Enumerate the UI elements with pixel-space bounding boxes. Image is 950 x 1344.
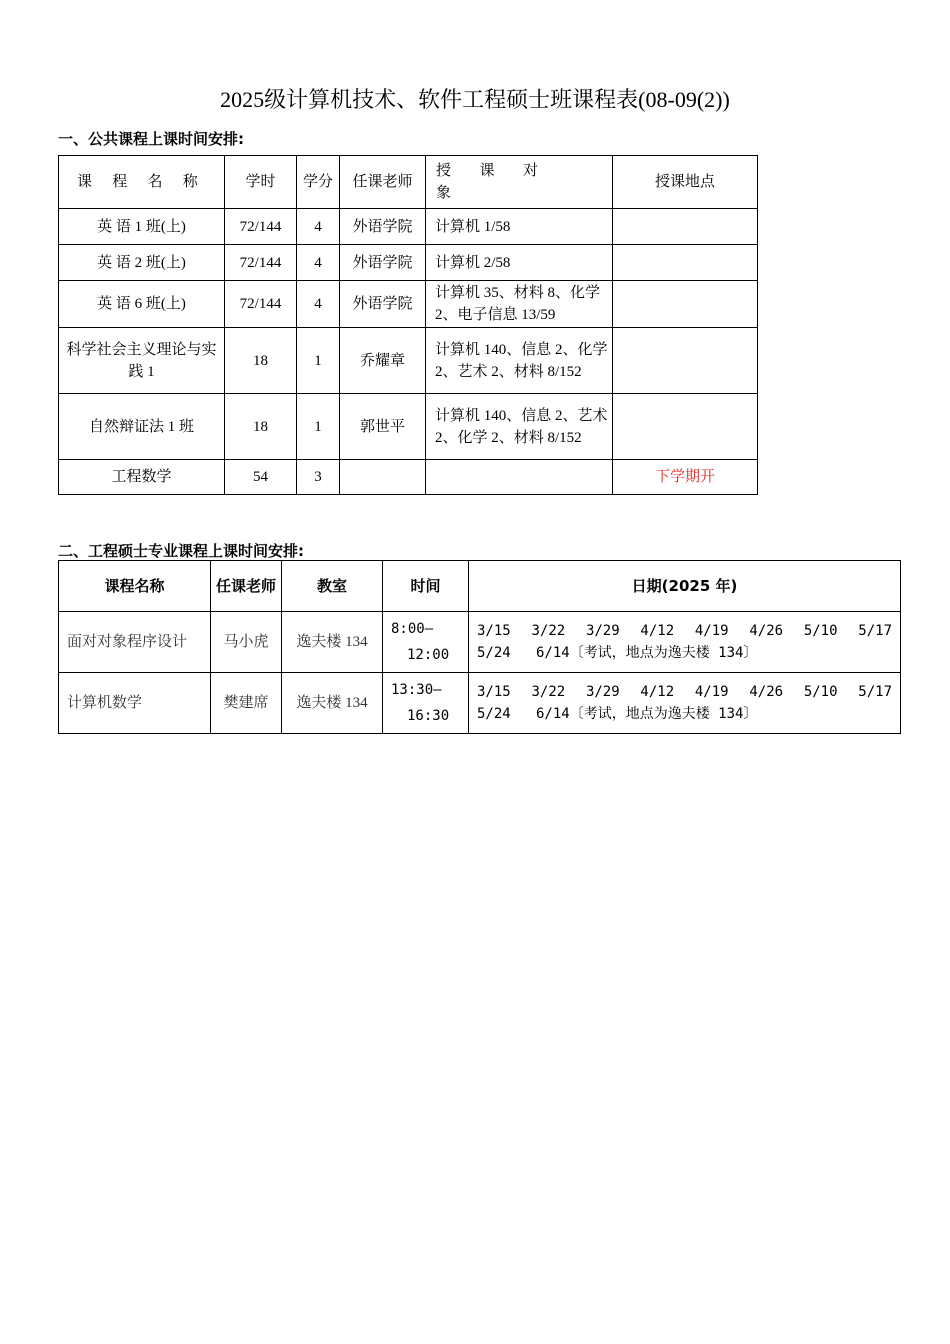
- table-row: [59, 245, 758, 281]
- table-row: [59, 328, 758, 394]
- header-teacher: 任课老师: [340, 156, 426, 209]
- course-cell: 自然辩证法 1 班: [59, 394, 225, 460]
- date-item: 4/12: [640, 684, 675, 700]
- location-cell: [613, 328, 758, 394]
- section2-heading: 二、工程硕士专业课程上课时间安排:: [58, 542, 305, 560]
- time-cell: [383, 612, 469, 673]
- course-cell: 计算机数学: [59, 673, 211, 734]
- dates-exam-line: 5/24 6/14〔考试，地点为逸夫楼 134〕: [477, 706, 758, 722]
- date-item: 4/26: [749, 623, 784, 639]
- header-target: 授课对象: [426, 156, 613, 209]
- course-cell: 英 语 2 班(上): [59, 245, 225, 281]
- teacher-cell: [340, 460, 426, 495]
- professional-course-table: [58, 560, 901, 734]
- section1-heading: 一、公共课程上课时间安排:: [58, 130, 244, 148]
- dates-cell: [469, 673, 901, 734]
- location-cell: [613, 209, 758, 245]
- credits-cell: 4: [297, 209, 340, 245]
- target-cell: [426, 460, 613, 495]
- hours-cell: 72/144: [225, 209, 297, 245]
- dates-cell: [469, 612, 901, 673]
- teacher-cell: 乔耀章: [340, 328, 426, 394]
- date-item: 4/19: [694, 684, 729, 700]
- date-item: 5/10: [803, 623, 838, 639]
- location-cell: [613, 281, 758, 328]
- page-title: 2025级计算机技术、软件工程硕士班课程表(08-09(2)): [220, 87, 730, 112]
- date-item: 3/22: [531, 684, 566, 700]
- course-cell: 工程数学: [59, 460, 225, 495]
- time-cell: [383, 673, 469, 734]
- time-end: 12:00: [407, 647, 450, 663]
- dates-line: [477, 681, 892, 703]
- credits-cell: 1: [297, 328, 340, 394]
- table-row: [59, 612, 901, 673]
- room-cell: 逸夫楼 134: [282, 673, 383, 734]
- date-item: 3/29: [585, 623, 620, 639]
- teacher-cell: 郭世平: [340, 394, 426, 460]
- credits-cell: 1: [297, 394, 340, 460]
- location-cell: 下学期开: [613, 460, 758, 495]
- table-row: [59, 209, 758, 245]
- table-header-row: [59, 156, 758, 209]
- hours-cell: 18: [225, 328, 297, 394]
- date-item: 5/17: [858, 684, 892, 700]
- table-row: [59, 394, 758, 460]
- dates-exam-line: 5/24 6/14〔考试，地点为逸夫楼 134〕: [477, 645, 758, 661]
- date-item: 3/15: [477, 684, 511, 700]
- room-cell: 逸夫楼 134: [282, 612, 383, 673]
- public-course-table: [58, 155, 758, 495]
- target-cell: 计算机 35、材料 8、化学 2、电子信息 13/59: [426, 281, 613, 328]
- target-cell: 计算机 140、信息 2、化学 2、艺术 2、材料 8/152: [426, 328, 613, 394]
- time-end: 16:30: [407, 708, 450, 724]
- target-cell: 计算机 140、信息 2、艺术 2、化学 2、材料 8/152: [426, 394, 613, 460]
- date-item: 4/19: [694, 623, 729, 639]
- course-cell: 英 语 6 班(上): [59, 281, 225, 328]
- header-teacher: 任课老师: [211, 561, 282, 612]
- date-item: 4/26: [749, 684, 784, 700]
- teacher-cell: 外语学院: [340, 245, 426, 281]
- dates-line: [477, 620, 892, 642]
- header-course-name: 课程名称: [59, 561, 211, 612]
- header-dates: 日期(2025 年): [469, 561, 901, 612]
- header-room: 教室: [282, 561, 383, 612]
- header-course-name: 课 程 名 称: [59, 156, 225, 209]
- teacher-cell: 樊建席: [211, 673, 282, 734]
- date-item: 3/22: [531, 623, 566, 639]
- teacher-cell: 外语学院: [340, 281, 426, 328]
- date-item: 3/15: [477, 623, 511, 639]
- course-cell: 科学社会主义理论与实践 1: [59, 328, 225, 394]
- header-hours: 学时: [225, 156, 297, 209]
- target-cell: 计算机 2/58: [426, 245, 613, 281]
- course-cell: 面对对象程序设计: [59, 612, 211, 673]
- header-location: 授课地点: [613, 156, 758, 209]
- hours-cell: 72/144: [225, 245, 297, 281]
- date-item: 5/17: [858, 623, 892, 639]
- hours-cell: 72/144: [225, 281, 297, 328]
- credits-cell: 4: [297, 245, 340, 281]
- table-row: [59, 460, 758, 495]
- location-cell: [613, 245, 758, 281]
- header-time: 时间: [383, 561, 469, 612]
- location-cell: [613, 394, 758, 460]
- credits-cell: 4: [297, 281, 340, 328]
- header-credits: 学分: [297, 156, 340, 209]
- date-item: 4/12: [640, 623, 675, 639]
- teacher-cell: 外语学院: [340, 209, 426, 245]
- time-start: 8:00—: [391, 621, 434, 637]
- table-row: [59, 673, 901, 734]
- date-item: 5/10: [803, 684, 838, 700]
- hours-cell: 54: [225, 460, 297, 495]
- target-cell: 计算机 1/58: [426, 209, 613, 245]
- course-cell: 英 语 1 班(上): [59, 209, 225, 245]
- hours-cell: 18: [225, 394, 297, 460]
- table-header-row: [59, 561, 901, 612]
- time-start: 13:30—: [391, 682, 442, 698]
- table-row: [59, 281, 758, 328]
- credits-cell: 3: [297, 460, 340, 495]
- teacher-cell: 马小虎: [211, 612, 282, 673]
- date-item: 3/29: [585, 684, 620, 700]
